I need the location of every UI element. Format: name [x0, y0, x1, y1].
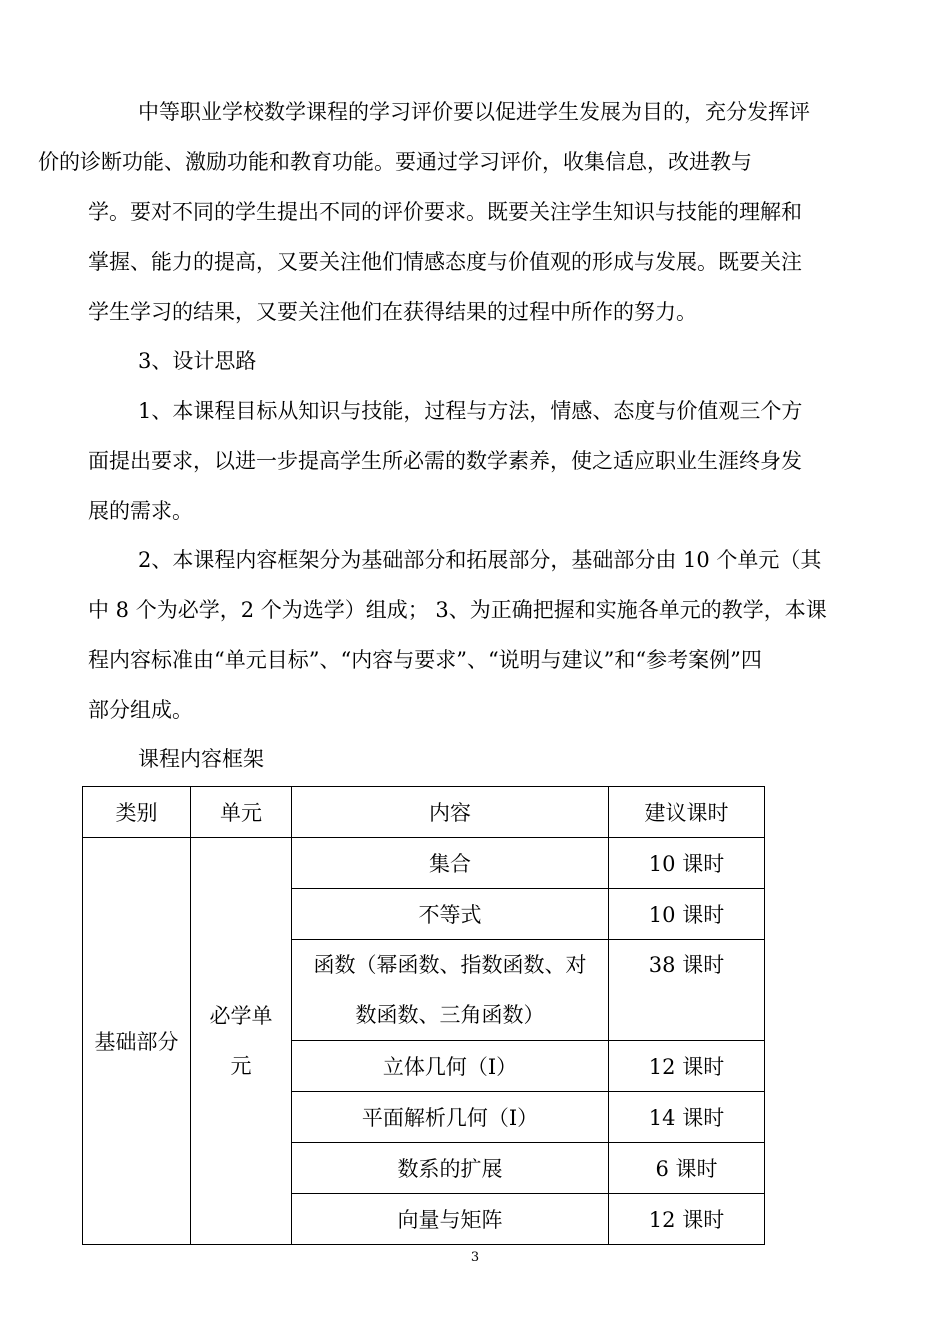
table-header-row	[83, 787, 765, 838]
unit-cell-line: 必学单	[209, 1004, 273, 1028]
hours-cell: 14 课时	[609, 1092, 765, 1143]
paragraph-design-goal	[88, 386, 863, 536]
paragraph-line: 1、本课程目标从知识与技能，过程与方法，情感、态度与价值观三个方	[138, 399, 803, 423]
paragraph-content-framework	[88, 535, 863, 735]
hours-cell: 6 课时	[609, 1143, 765, 1194]
paragraph-line: 中 8 个为必学，2 个为选学）组成； 3、为正确把握和实施各单元的教学，本课	[88, 598, 827, 622]
content-cell-line: 数函数、三角函数）	[355, 1003, 545, 1027]
header-hours: 建议课时	[609, 787, 765, 838]
content-cell: 不等式	[292, 889, 609, 940]
paragraph-line: 面提出要求，以进一步提高学生所必需的数学素养，使之适应职业生涯终身发	[88, 449, 802, 473]
content-cell: 集合	[292, 838, 609, 889]
paragraph-line: 学。要对不同的学生提出不同的评价要求。既要关注学生知识与技能的理解和	[88, 200, 802, 224]
paragraph-line: 学生学习的结果，又要关注他们在获得结果的过程中所作的努力。	[88, 300, 697, 324]
paragraph-line: 2、本课程内容框架分为基础部分和拓展部分，基础部分由 10 个单元（其	[138, 548, 822, 572]
paragraph-line: 掌握、能力的提高，又要关注他们情感态度与价值观的形成与发展。既要关注	[88, 250, 802, 274]
table-row	[83, 838, 765, 889]
header-content: 内容	[292, 787, 609, 838]
header-category: 类别	[83, 787, 191, 838]
hours-cell: 10 课时	[609, 838, 765, 889]
paragraph-learning-evaluation	[38, 87, 863, 337]
paragraph-line: 价的诊断功能、激励功能和教育功能。要通过学习评价，收集信息，改进教与	[38, 150, 752, 174]
page-number: 3	[470, 1250, 480, 1265]
hours-cell: 12 课时	[609, 1041, 765, 1092]
category-cell: 基础部分	[83, 838, 191, 1245]
hours-cell: 10 课时	[609, 889, 765, 940]
paragraph-line: 程内容标准由“单元目标”、“内容与要求”、“说明与建议”和“参考案例”四	[88, 648, 762, 672]
content-cell: 立体几何（Ⅰ）	[292, 1041, 609, 1092]
unit-cell-line: 元	[230, 1054, 252, 1078]
section-heading: 3、设计思路	[138, 349, 257, 373]
header-unit: 单元	[191, 787, 292, 838]
course-framework-table	[82, 786, 765, 1245]
hours-cell: 38 课时	[609, 940, 765, 1041]
paragraph-line: 展的需求。	[88, 499, 193, 523]
paragraph-line: 部分组成。	[88, 698, 193, 722]
unit-cell	[191, 838, 292, 1245]
table-title: 课程内容框架	[138, 747, 264, 771]
content-cell: 平面解析几何（Ⅰ）	[292, 1092, 609, 1143]
content-cell	[292, 940, 609, 1041]
content-cell: 数系的扩展	[292, 1143, 609, 1194]
hours-cell: 12 课时	[609, 1194, 765, 1245]
paragraph-line: 中等职业学校数学课程的学习评价要以促进学生发展为目的，充分发挥评	[138, 100, 810, 124]
content-cell: 向量与矩阵	[292, 1194, 609, 1245]
content-cell-line: 函数（幂函数、指数函数、对	[313, 953, 587, 977]
